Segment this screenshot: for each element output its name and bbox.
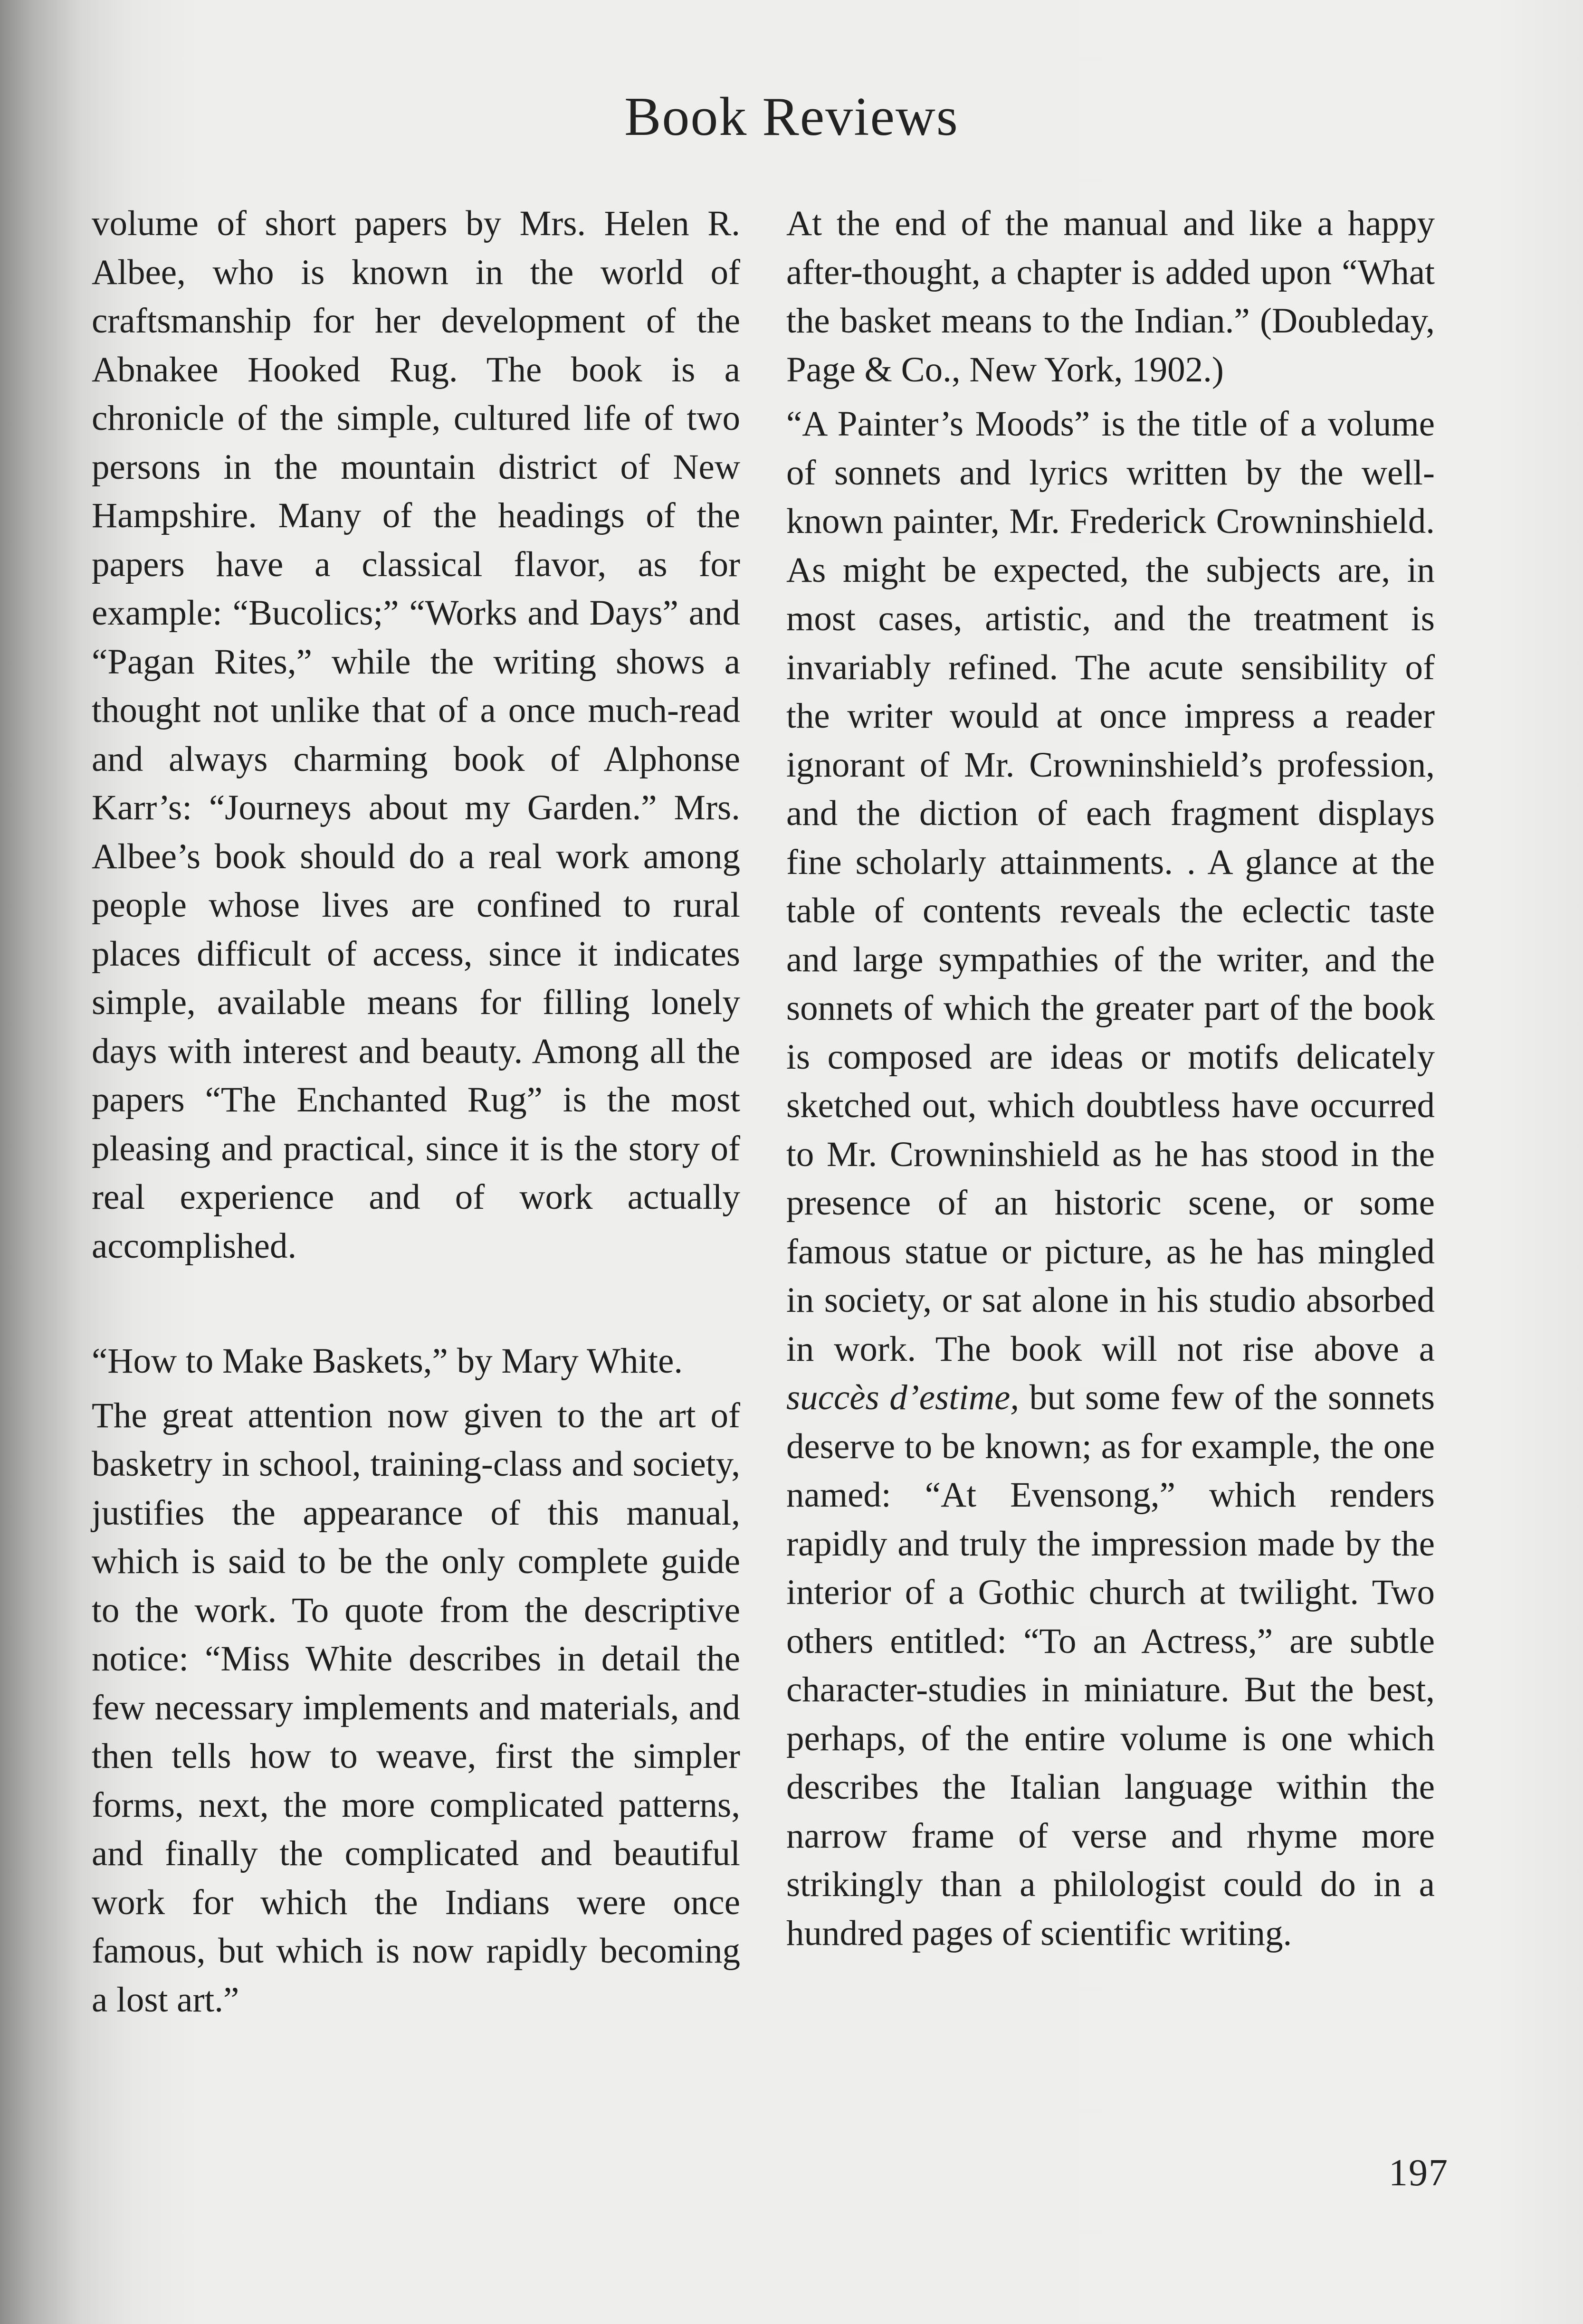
- review-baskets-body: The great attention now given to the art of basketry in school, training-class and society, justifies the appearance of this manual, which is said to be the only complete guide to the work. To quote from the descriptive notice: “Miss White describes in detail the few necessary implements and materials, and then tells how to weave, first the simpler forms, next, the more complicated patterns, and finally the complicated and beautiful work for which the Indians were once famous, but which is now rapidly becoming a lost art.”: [92, 1395, 740, 2020]
- review-painters-moods-part1: “A Painter’s Moods” is the title of a volume of sonnets and lyrics written by the well-known painter, Mr. Frederick Crowninshield. As might be expected, the subjects are, in most cases, artistic, and the treatment is invariably refined. The acute sensibility of the writer would at once impress a reader ignorant of Mr. Crowninshield’s profession, and the diction of each fragment displays fine scholarly attainments. . A glance at the table of contents reveals the eclectic taste and large sympathies of the writer, and the sonnets of which the greater part of the book is composed are ideas or motifs delicately sketched out, which doubtless have occurred to Mr. Crowninshield as he has stood in the presence of an historic scene, or some famous statue or picture, as he has mingled in society, or sat alone in his studio absorbed in work. The book will not rise above a: [786, 404, 1435, 1369]
- left-column: [92, 199, 740, 2024]
- page-number: 197: [1389, 2152, 1449, 2194]
- right-column: [786, 199, 1435, 1958]
- review-painters-moods: [786, 400, 1435, 1958]
- review-painters-moods-part2: but some few of the sonnets deserve to be known; as for example, the one named: “At Evensong,” which renders rapidly and truly the impression made by the interior of a Gothic church at twilight. Two others entitled: “To an Actress,” are subtle character-studies in miniature. But the best, perhaps, of the entire volume is one which describes the Italian language within the narrow frame of verse and rhyme more strikingly than a philologist could do in a hundred pages of scientific writing.: [786, 1378, 1435, 1953]
- review-albee-continuation: volume of short papers by Mrs. Helen R. Albee, who is known in the world of craftsmanship for her development of the Abnakee Hooked Rug. The book is a chronicle of the simple, cultured life of two persons in the mountain district of New Hampshire. Many of the headings of the papers have a classical flavor, as for example: “Bucolics;” “Works and Days” and “Pagan Rites,” while the writing shows a thought not unlike that of a once much-read and always charming book of Alphonse Karr’s: “Journeys about my Garden.” Mrs. Albee’s book should do a real work among people whose lives are confined to rural places difficult of access, since it indicates simple, available means for filling lonely days with interest and beauty. Among all the papers “The Enchanted Rug” is the most pleasing and practical, since it is the story of real experience and of work actually accomplished.: [92, 204, 740, 1266]
- review-baskets-heading: “How to Make Baskets,” by Mary White.: [92, 1341, 683, 1381]
- page-title: Book Reviews: [624, 86, 959, 147]
- italic-phrase: succès d’estime,: [786, 1378, 1020, 1417]
- review-baskets-conclusion: At the end of the manual and like a happy after-thought, a chapter is added upon “What the basket means to the Indian.” (Doubleday, Page & Co., New York, 1902.): [786, 204, 1435, 389]
